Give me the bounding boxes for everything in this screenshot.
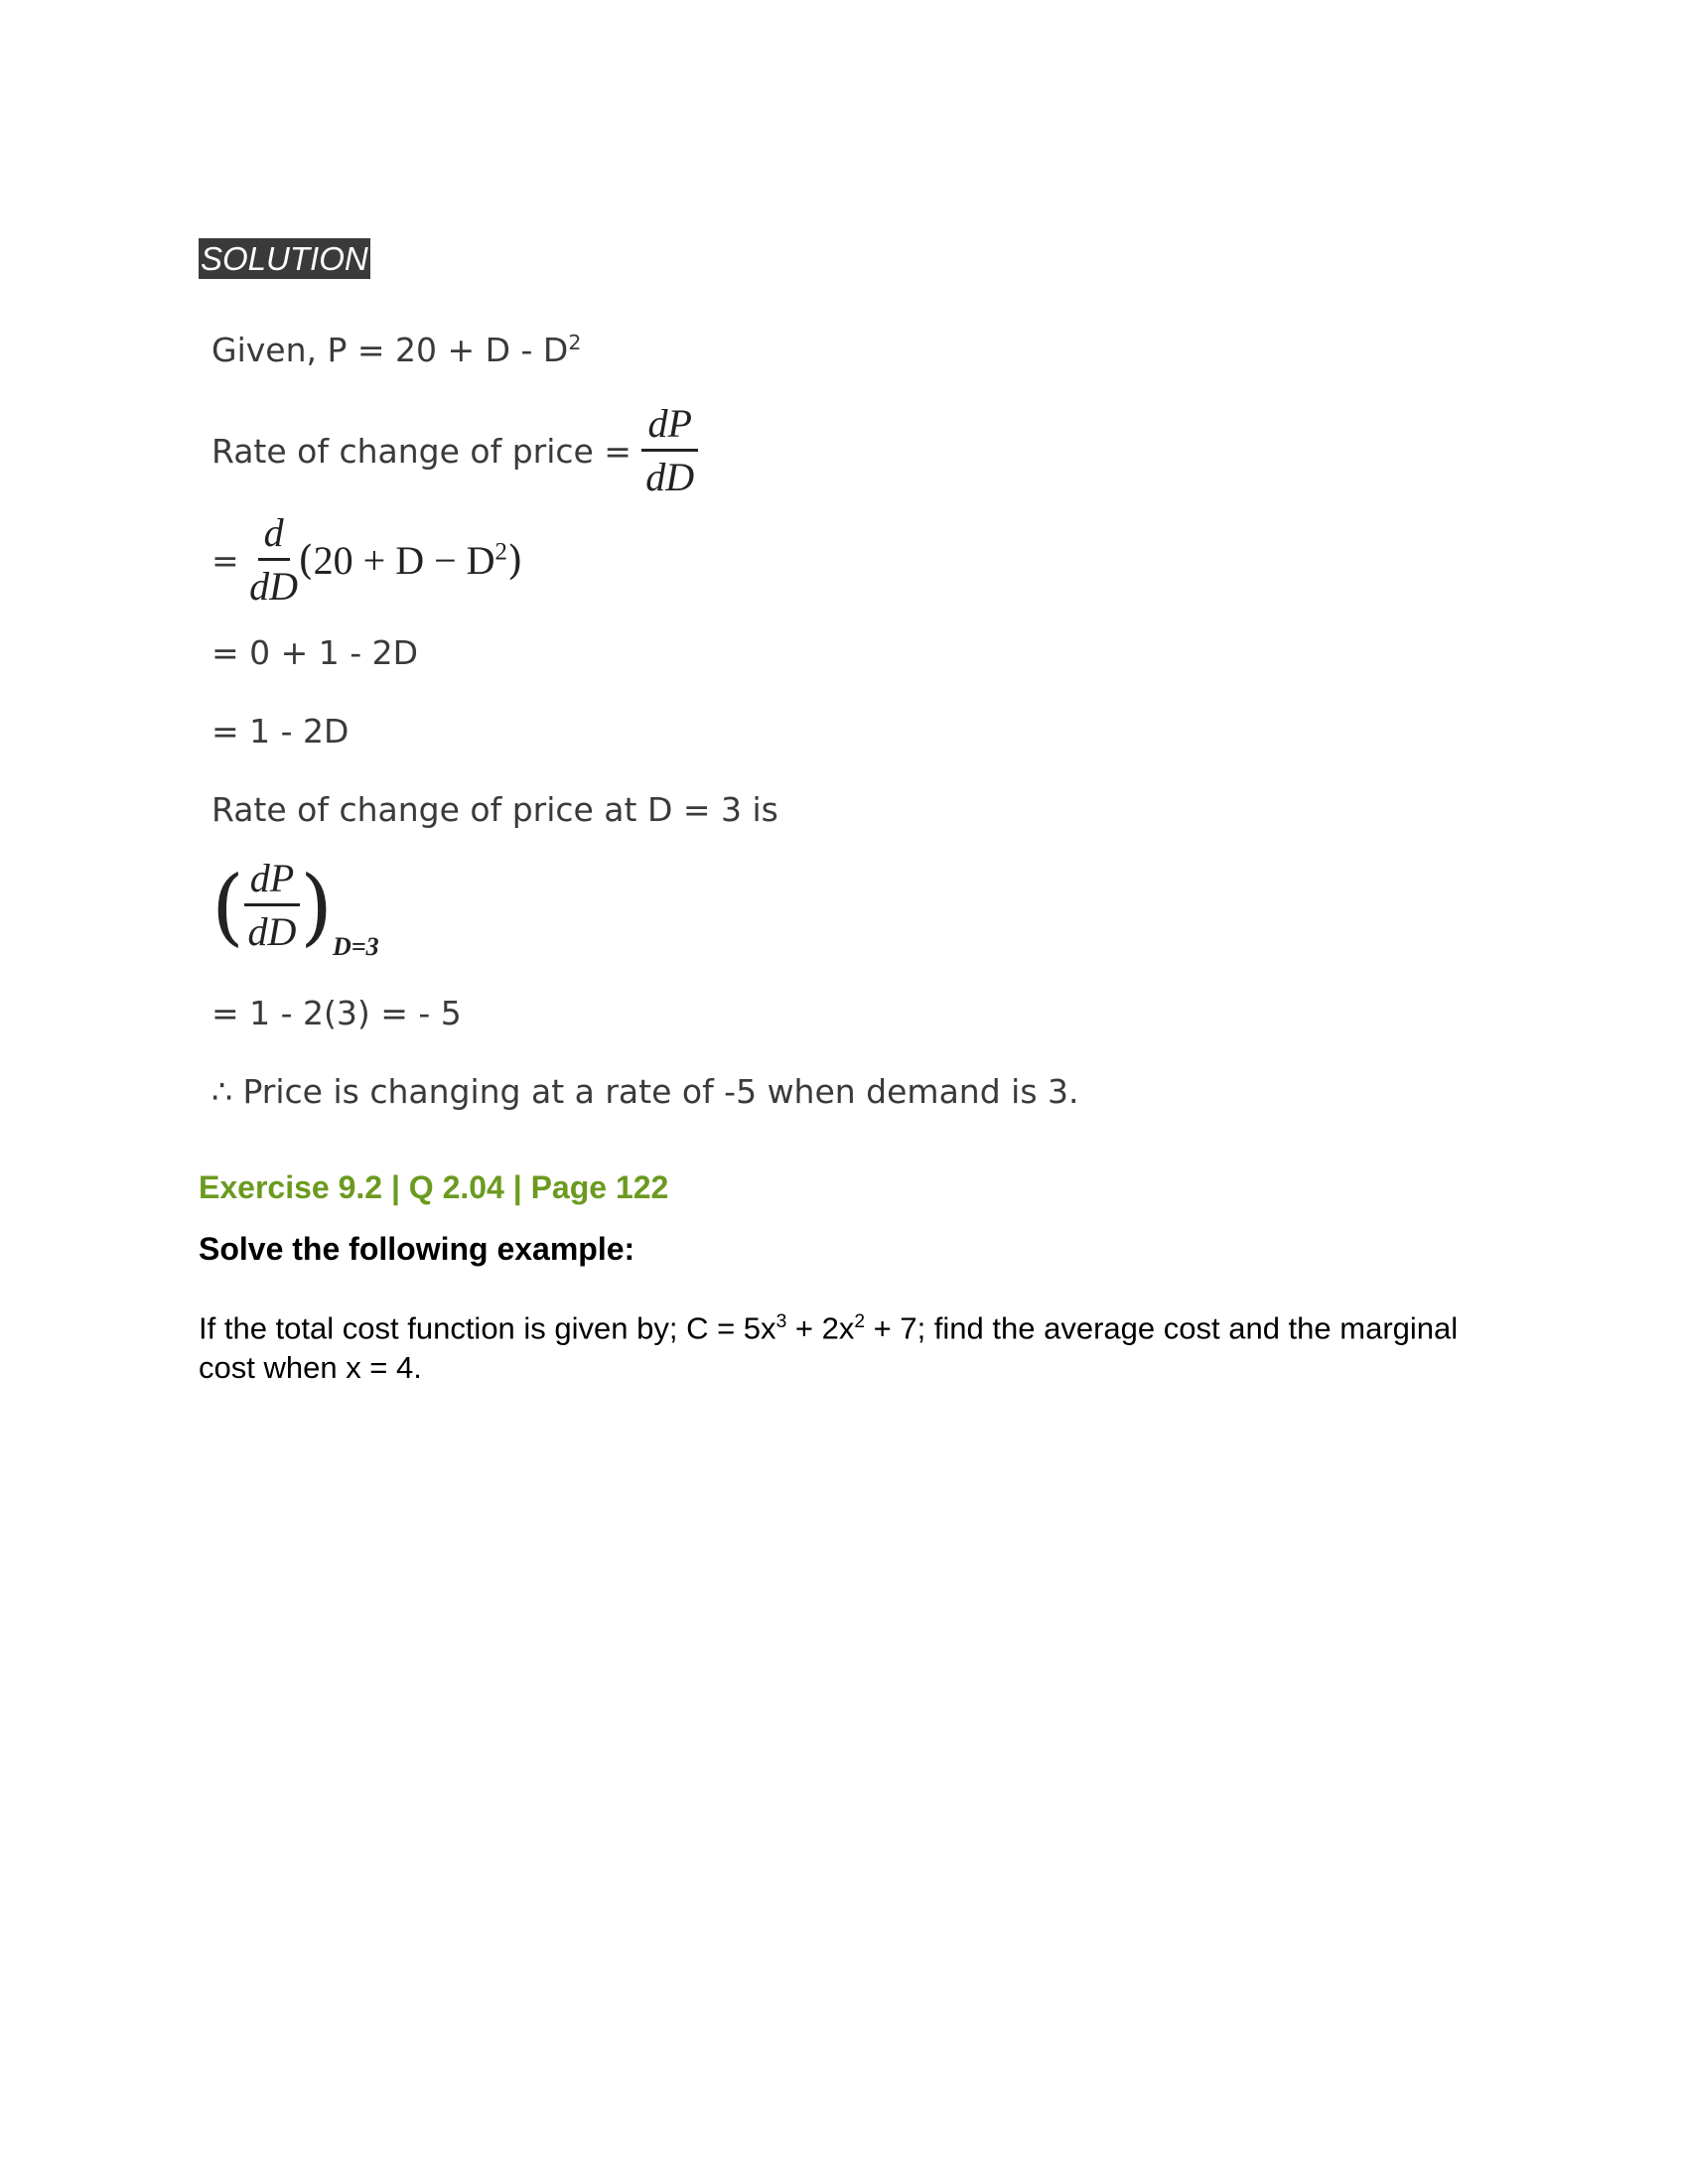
numerator: dP [641,399,697,452]
denominator: dD [247,909,297,954]
numerator: dP [244,854,300,906]
expression-body: 20 + D − D [313,538,495,583]
rate-label: Rate of change of price = [211,432,632,471]
solution-label: SOLUTION [201,240,368,277]
given-text: Given, P = 20 + D - D [211,331,569,369]
problem-part: + 7; find the average cost and the marginal cost when x = 4. [199,1310,1459,1386]
exercise-reference[interactable]: Exercise 9.2 | Q 2.04 | Page 122 [199,1169,669,1205]
step-3: = 0 + 1 - 2D [211,633,419,672]
evaluated-fraction: ( $\frac{dP}{dD}$ )$_{D=3}$ [211,856,379,961]
derivative-expression [211,508,523,613]
rate-at-d3: Rate of change of price at D = 3 is [211,790,778,829]
equals: = [211,541,239,580]
step-6: = 1 - 2(3) = - 5 [211,994,462,1032]
denominator: dD [645,455,695,499]
given-exponent: 2 [568,331,582,354]
rate-definition [211,399,698,503]
problem-statement [199,1302,1489,1388]
d-dd-fraction [249,508,298,613]
dp-dd-fraction [641,399,697,503]
numerator: d [258,508,290,561]
problem-part: If the total cost function is given by; C = 5x [199,1310,776,1346]
expression: $(20 + D - D^2)$ [298,538,523,584]
exponent: 2 [854,1311,866,1332]
instruction: Solve the following example: [199,1231,635,1267]
problem-part: + 2x [786,1310,855,1346]
given-equation [211,331,581,369]
exponent: 3 [775,1311,787,1332]
expression-exponent: 2 [494,538,507,566]
conclusion: ∴ Price is changing at a rate of -5 when demand is 3. [211,1072,1079,1111]
step-4: = 1 - 2D [211,712,350,751]
evaluated-derivative [211,854,379,962]
subscript: D=3 [333,931,379,961]
denominator: dD [249,564,299,609]
